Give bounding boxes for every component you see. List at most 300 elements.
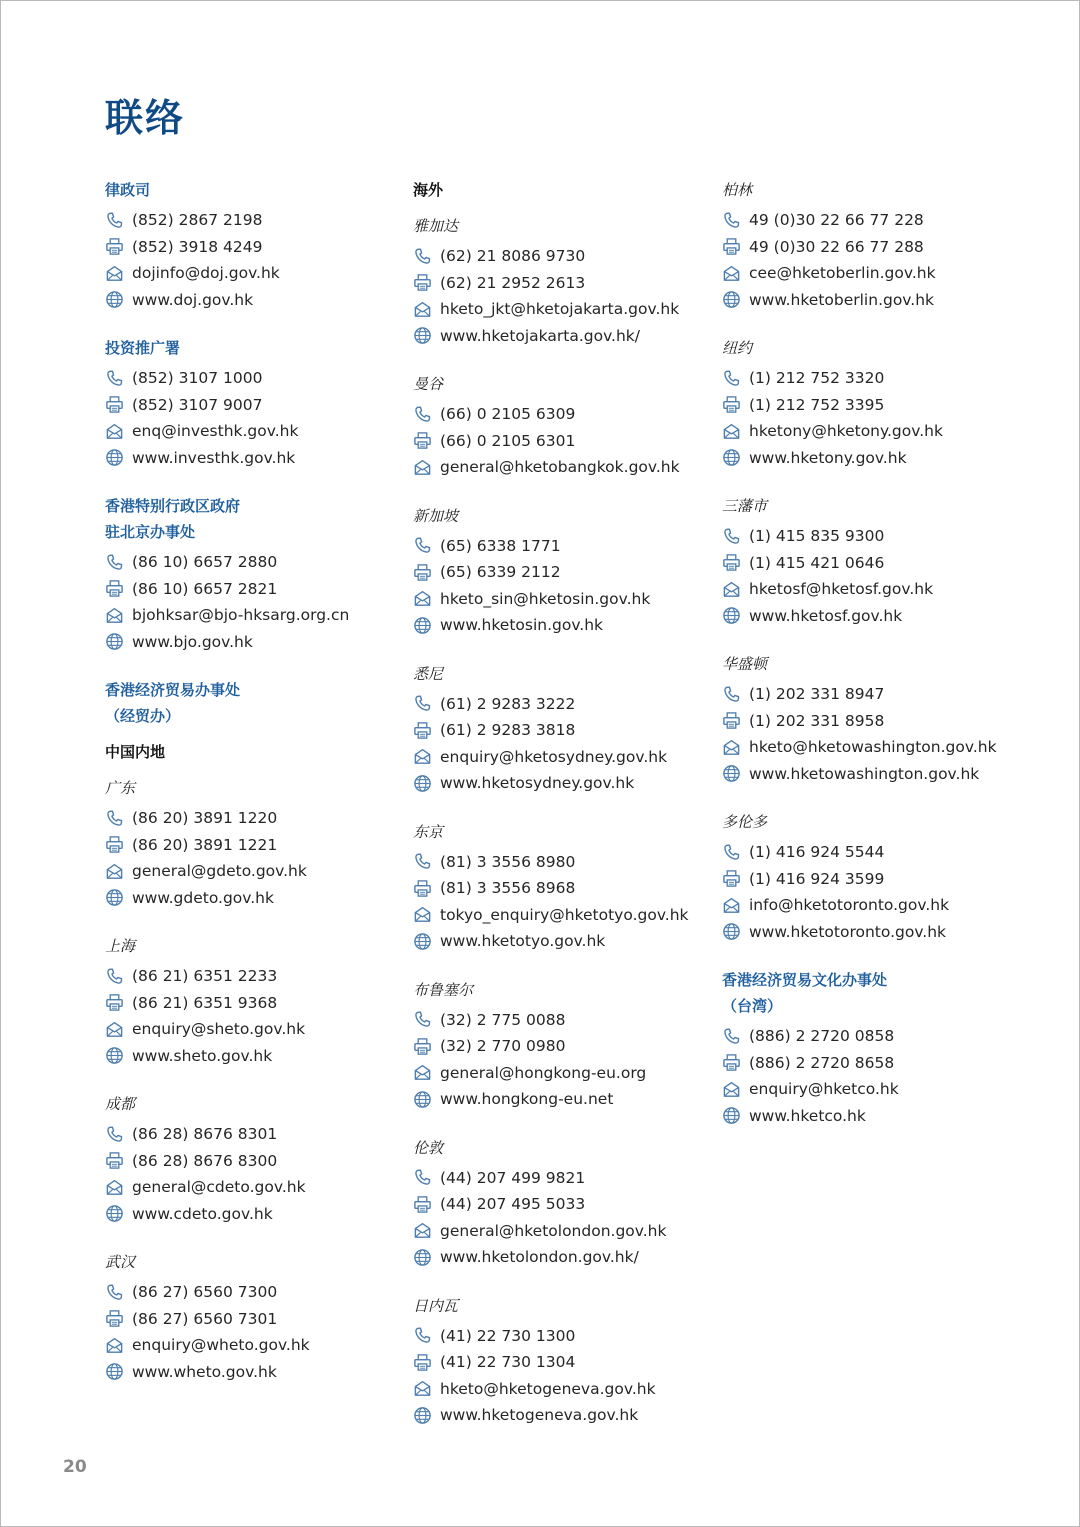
- email-address[interactable]: general@cdeto.gov.hk: [132, 1178, 306, 1197]
- phone-line: [413, 849, 708, 876]
- web-line: [105, 629, 395, 656]
- fax-number: (86 28) 8676 8300: [132, 1151, 278, 1170]
- email-line: [722, 734, 1022, 761]
- fax-line: [105, 576, 395, 603]
- email-address[interactable]: enquiry@sheto.gov.hk: [132, 1020, 306, 1039]
- org-name-line2: （台湾）: [722, 997, 783, 1015]
- city-name: 武汉: [105, 1253, 136, 1271]
- fax-number: (66) 0 2105 6301: [440, 431, 576, 450]
- city-name: 华盛顿: [722, 655, 768, 673]
- page-number: 20: [63, 1457, 87, 1477]
- phone-icon: [105, 369, 124, 388]
- fax-line: [413, 875, 708, 902]
- contact-bangkok: [413, 371, 708, 481]
- email-address[interactable]: enquiry@wheto.gov.hk: [132, 1336, 310, 1355]
- phone-line: [722, 207, 1022, 234]
- globe-icon: [413, 1090, 432, 1109]
- fax-icon: [413, 1195, 432, 1214]
- phone-line: [105, 549, 395, 576]
- globe-icon: [105, 632, 124, 651]
- email-icon: [413, 1063, 432, 1082]
- phone-line: [413, 691, 708, 718]
- contact-chengdu: [105, 1091, 395, 1227]
- globe-icon: [722, 290, 741, 309]
- email-line: [413, 1376, 708, 1403]
- email-line: [722, 260, 1022, 287]
- web-line: [105, 287, 395, 314]
- phone-icon: [413, 852, 432, 871]
- fax-number: (1) 415 421 0646: [749, 553, 885, 572]
- web-line: [413, 323, 708, 350]
- globe-icon: [722, 764, 741, 783]
- contact-sanfrancisco: [722, 493, 1022, 629]
- web-line: [722, 603, 1022, 630]
- phone-line: [105, 805, 395, 832]
- overseas-header: [413, 177, 708, 203]
- globe-icon: [413, 1406, 432, 1425]
- fax-icon: [722, 869, 741, 888]
- mainland-header: [105, 739, 395, 765]
- phone-icon: [722, 685, 741, 704]
- phone-line: [722, 681, 1022, 708]
- email-icon: [722, 738, 741, 757]
- email-icon: [105, 606, 124, 625]
- email-icon: [105, 862, 124, 881]
- city-name: 日内瓦: [413, 1296, 459, 1315]
- email-address[interactable]: hketo@hketowashington.gov.hk: [749, 738, 997, 757]
- email-icon: [413, 458, 432, 477]
- contact-geneva: [413, 1293, 708, 1429]
- email-address[interactable]: general@gdeto.gov.hk: [132, 862, 307, 881]
- phone-icon: [722, 211, 741, 230]
- email-line: [413, 1060, 708, 1087]
- fax-icon: [413, 563, 432, 582]
- email-line: [722, 1076, 1022, 1103]
- web-line: [413, 1402, 708, 1429]
- fax-icon: [105, 993, 124, 1012]
- fax-icon: [722, 237, 741, 256]
- web-line: [105, 1359, 395, 1386]
- fax-number: (44) 207 495 5033: [440, 1195, 586, 1214]
- city-name: 上海: [105, 937, 136, 955]
- fax-number: 49 (0)30 22 66 77 288: [749, 237, 924, 256]
- fax-icon: [105, 579, 124, 598]
- globe-icon: [413, 932, 432, 951]
- fax-line: [105, 1306, 395, 1333]
- email-address[interactable]: enquiry@hketosydney.gov.hk: [440, 747, 668, 766]
- org-name: 律政司: [105, 181, 151, 199]
- email-icon: [413, 300, 432, 319]
- contact-wuhan: [105, 1249, 395, 1385]
- website-link[interactable]: www.hketony.gov.hk: [749, 448, 907, 467]
- phone-number: (86 21) 6351 2233: [132, 967, 278, 986]
- fax-line: [722, 392, 1022, 419]
- email-icon: [722, 580, 741, 599]
- email-line: [722, 892, 1022, 919]
- website-link[interactable]: www.hketco.hk: [749, 1106, 866, 1125]
- fax-icon: [105, 395, 124, 414]
- web-line: [105, 885, 395, 912]
- fax-line: [413, 1191, 708, 1218]
- email-line: [722, 576, 1022, 603]
- fax-number: (1) 416 924 3599: [749, 869, 885, 888]
- fax-icon: [722, 711, 741, 730]
- phone-number: (1) 212 752 3320: [749, 369, 885, 388]
- contact-bjo: [105, 493, 395, 655]
- email-address[interactable]: hketo_sin@hketosin.gov.hk: [440, 589, 651, 608]
- email-icon: [722, 264, 741, 283]
- fax-line: [722, 866, 1022, 893]
- fax-line: [413, 559, 708, 586]
- fax-number: (86 20) 3891 1221: [132, 835, 278, 854]
- website-link[interactable]: www.gdeto.gov.hk: [132, 888, 274, 907]
- web-line: [413, 1086, 708, 1113]
- email-line: [413, 1218, 708, 1245]
- email-icon: [413, 905, 432, 924]
- column-1: [105, 177, 395, 1407]
- email-line: [105, 418, 395, 445]
- org-name-line2: 驻北京办事处: [105, 523, 196, 541]
- overseas-heading: 海外: [413, 181, 444, 199]
- city-name: 曼谷: [413, 375, 444, 393]
- fax-number: (1) 212 752 3395: [749, 395, 885, 414]
- phone-number: 49 (0)30 22 66 77 228: [749, 211, 924, 230]
- email-icon: [105, 1336, 124, 1355]
- fax-icon: [413, 879, 432, 898]
- contact-singapore: [413, 503, 708, 639]
- fax-icon: [722, 1053, 741, 1072]
- phone-line: [413, 401, 708, 428]
- email-address[interactable]: general@hongkong-eu.org: [440, 1063, 647, 1082]
- email-address[interactable]: info@hketotoronto.gov.hk: [749, 896, 950, 915]
- phone-number: (44) 207 499 9821: [440, 1168, 586, 1187]
- fax-line: [105, 392, 395, 419]
- email-line: [105, 602, 395, 629]
- org-name: 投资推广署: [105, 339, 181, 357]
- fax-number: (1) 202 331 8958: [749, 711, 885, 730]
- phone-number: (852) 2867 2198: [132, 211, 263, 230]
- website-link[interactable]: www.hketojakarta.gov.hk/: [440, 326, 641, 345]
- fax-icon: [105, 1151, 124, 1170]
- globe-icon: [413, 774, 432, 793]
- globe-icon: [105, 448, 124, 467]
- website-link[interactable]: www.doj.gov.hk: [132, 290, 254, 309]
- phone-icon: [413, 694, 432, 713]
- city-name: 成都: [105, 1095, 136, 1113]
- phone-line: [105, 207, 395, 234]
- phone-line: [413, 1165, 708, 1192]
- email-line: [105, 1174, 395, 1201]
- contact-taiwan: [722, 967, 1022, 1129]
- city-name: 布鲁塞尔: [413, 980, 474, 999]
- email-icon: [722, 422, 741, 441]
- phone-number: (86 10) 6657 2880: [132, 553, 278, 572]
- website-link[interactable]: www.hketosf.gov.hk: [749, 606, 903, 625]
- email-address[interactable]: hketony@hketony.gov.hk: [749, 422, 943, 441]
- website-link[interactable]: www.cdeto.gov.hk: [132, 1204, 273, 1223]
- fax-icon: [413, 431, 432, 450]
- phone-number: (62) 21 8086 9730: [440, 247, 586, 266]
- phone-number: (886) 2 2720 0858: [749, 1027, 895, 1046]
- phone-line: [413, 1323, 708, 1350]
- email-address[interactable]: enq@investhk.gov.hk: [132, 422, 299, 441]
- globe-icon: [722, 1106, 741, 1125]
- fax-icon: [722, 553, 741, 572]
- phone-line: [722, 523, 1022, 550]
- contact-toronto: [722, 809, 1022, 945]
- globe-icon: [105, 290, 124, 309]
- email-icon: [413, 589, 432, 608]
- email-line: [105, 1016, 395, 1043]
- fax-number: (61) 2 9283 3818: [440, 721, 576, 740]
- globe-icon: [722, 922, 741, 941]
- city-name: 三藩市: [722, 497, 768, 515]
- phone-icon: [722, 1027, 741, 1046]
- website-link[interactable]: www.bjo.gov.hk: [132, 632, 253, 651]
- website-link[interactable]: www.hketogeneva.gov.hk: [440, 1406, 639, 1425]
- fax-icon: [105, 835, 124, 854]
- fax-number: (81) 3 3556 8968: [440, 879, 576, 898]
- email-icon: [413, 1221, 432, 1240]
- column-3: [722, 177, 1022, 1151]
- phone-line: [413, 243, 708, 270]
- fax-number: (86 10) 6657 2821: [132, 579, 278, 598]
- phone-number: (852) 3107 1000: [132, 369, 263, 388]
- globe-icon: [722, 606, 741, 625]
- web-line: [105, 445, 395, 472]
- web-line: [722, 445, 1022, 472]
- fax-icon: [722, 395, 741, 414]
- fax-icon: [105, 1309, 124, 1328]
- web-line: [722, 287, 1022, 314]
- web-line: [105, 1043, 395, 1070]
- city-name: 柏林: [722, 181, 753, 199]
- column-2: [413, 177, 708, 1451]
- phone-number: (81) 3 3556 8980: [440, 852, 576, 871]
- email-icon: [413, 747, 432, 766]
- contact-doj: [105, 177, 395, 313]
- globe-icon: [105, 1204, 124, 1223]
- fax-line: [105, 990, 395, 1017]
- phone-icon: [722, 527, 741, 546]
- contact-tokyo: [413, 819, 708, 955]
- contact-shanghai: [105, 933, 395, 1069]
- phone-icon: [105, 1283, 124, 1302]
- fax-line: [722, 550, 1022, 577]
- eto-section-header: [105, 677, 395, 729]
- fax-line: [413, 1349, 708, 1376]
- website-link[interactable]: www.hketowashington.gov.hk: [749, 764, 980, 783]
- fax-number: (32) 2 770 0980: [440, 1037, 566, 1056]
- phone-icon: [105, 967, 124, 986]
- phone-icon: [413, 1326, 432, 1345]
- email-icon: [105, 422, 124, 441]
- email-address[interactable]: general@hketobangkok.gov.hk: [440, 458, 680, 477]
- contact-berlin: [722, 177, 1022, 313]
- fax-icon: [413, 273, 432, 292]
- phone-number: (32) 2 775 0088: [440, 1010, 566, 1029]
- fax-line: [722, 234, 1022, 261]
- org-name-line1: 香港特别行政区政府: [105, 497, 241, 515]
- fax-icon: [105, 237, 124, 256]
- email-icon: [105, 1178, 124, 1197]
- fax-line: [105, 832, 395, 859]
- web-line: [722, 761, 1022, 788]
- email-address[interactable]: hketo@hketogeneva.gov.hk: [440, 1379, 656, 1398]
- phone-icon: [105, 809, 124, 828]
- website-link[interactable]: www.hketotyo.gov.hk: [440, 932, 606, 951]
- phone-line: [105, 1279, 395, 1306]
- fax-line: [105, 1148, 395, 1175]
- website-link[interactable]: www.hketosydney.gov.hk: [440, 774, 635, 793]
- email-line: [413, 454, 708, 481]
- city-name: 雅加达: [413, 217, 459, 235]
- website-link[interactable]: www.wheto.gov.hk: [132, 1362, 277, 1381]
- website-link[interactable]: www.sheto.gov.hk: [132, 1046, 273, 1065]
- fax-number: (65) 6339 2112: [440, 563, 561, 582]
- email-address[interactable]: hketo_jkt@hketojakarta.gov.hk: [440, 300, 680, 319]
- fax-line: [722, 1050, 1022, 1077]
- website-link[interactable]: www.hketosin.gov.hk: [440, 616, 604, 635]
- contact-brussels: [413, 977, 708, 1113]
- email-icon: [722, 896, 741, 915]
- phone-icon: [722, 369, 741, 388]
- phone-number: (65) 6338 1771: [440, 536, 561, 555]
- phone-icon: [413, 405, 432, 424]
- phone-line: [722, 839, 1022, 866]
- email-line: [413, 902, 708, 929]
- phone-icon: [413, 247, 432, 266]
- email-line: [722, 418, 1022, 445]
- email-line: [413, 744, 708, 771]
- website-link[interactable]: www.hketotoronto.gov.hk: [749, 922, 947, 941]
- fax-number: (41) 22 730 1304: [440, 1353, 576, 1372]
- phone-line: [722, 365, 1022, 392]
- globe-icon: [413, 616, 432, 635]
- contact-washington: [722, 651, 1022, 787]
- contact-newyork: [722, 335, 1022, 471]
- phone-icon: [413, 1168, 432, 1187]
- phone-icon: [105, 211, 124, 230]
- fax-number: (86 21) 6351 9368: [132, 993, 278, 1012]
- globe-icon: [413, 326, 432, 345]
- email-icon: [722, 1080, 741, 1099]
- email-line: [413, 586, 708, 613]
- email-address[interactable]: enquiry@hketco.hk: [749, 1080, 899, 1099]
- phone-number: (86 20) 3891 1220: [132, 809, 278, 828]
- phone-line: [105, 1121, 395, 1148]
- phone-line: [105, 963, 395, 990]
- fax-icon: [413, 1037, 432, 1056]
- globe-icon: [722, 448, 741, 467]
- city-name: 新加坡: [413, 506, 459, 525]
- org-name-line1: 香港经济贸易文化办事处: [722, 971, 888, 989]
- contact-sydney: [413, 661, 708, 797]
- website-link[interactable]: www.hketoberlin.gov.hk: [749, 290, 935, 309]
- globe-icon: [413, 1248, 432, 1267]
- web-line: [722, 1103, 1022, 1130]
- phone-number: (61) 2 9283 3222: [440, 694, 576, 713]
- email-line: [413, 296, 708, 323]
- email-address[interactable]: general@hketolondon.gov.hk: [440, 1221, 667, 1240]
- phone-line: [105, 365, 395, 392]
- email-address[interactable]: tokyo_enquiry@hketotyo.gov.hk: [440, 905, 689, 924]
- fax-line: [413, 717, 708, 744]
- phone-number: (86 28) 8676 8301: [132, 1125, 278, 1144]
- eto-heading-line1: 香港经济贸易办事处: [105, 681, 241, 699]
- city-name: 纽约: [722, 339, 753, 357]
- email-line: [105, 260, 395, 287]
- contact-investhk: [105, 335, 395, 471]
- email-address[interactable]: bjohksar@bjo-hksarg.org.cn: [132, 606, 350, 625]
- web-line: [413, 770, 708, 797]
- phone-line: [413, 1007, 708, 1034]
- globe-icon: [105, 1362, 124, 1381]
- web-line: [105, 1201, 395, 1228]
- fax-number: (852) 3918 4249: [132, 237, 263, 256]
- phone-number: (1) 416 924 5544: [749, 843, 885, 862]
- phone-line: [413, 533, 708, 560]
- web-line: [413, 612, 708, 639]
- email-address[interactable]: cee@hketoberlin.gov.hk: [749, 264, 936, 283]
- contact-guangdong: [105, 775, 395, 911]
- phone-icon: [722, 843, 741, 862]
- phone-icon: [413, 536, 432, 555]
- phone-number: (41) 22 730 1300: [440, 1326, 576, 1345]
- web-line: [413, 928, 708, 955]
- phone-icon: [105, 1125, 124, 1144]
- website-link[interactable]: www.hongkong-eu.net: [440, 1090, 614, 1109]
- phone-icon: [413, 1010, 432, 1029]
- fax-number: (852) 3107 9007: [132, 395, 263, 414]
- city-name: 多伦多: [722, 813, 768, 831]
- city-name: 广东: [105, 779, 136, 797]
- phone-number: (1) 415 835 9300: [749, 527, 885, 546]
- fax-icon: [413, 1353, 432, 1372]
- email-line: [105, 1332, 395, 1359]
- contact-jakarta: [413, 213, 708, 349]
- mainland-heading: 中国内地: [105, 743, 166, 761]
- fax-line: [413, 428, 708, 455]
- website-link[interactable]: www.hketolondon.gov.hk/: [440, 1248, 639, 1267]
- globe-icon: [105, 888, 124, 907]
- phone-number: (86 27) 6560 7300: [132, 1283, 278, 1302]
- email-icon: [105, 264, 124, 283]
- fax-line: [105, 234, 395, 261]
- email-address[interactable]: hketosf@hketosf.gov.hk: [749, 580, 934, 599]
- phone-number: (1) 202 331 8947: [749, 685, 885, 704]
- email-icon: [105, 1020, 124, 1039]
- page-title: 联络: [105, 96, 186, 140]
- email-line: [105, 858, 395, 885]
- web-line: [413, 1244, 708, 1271]
- city-name: 伦敦: [413, 1138, 444, 1157]
- eto-heading-line2: （经贸办）: [105, 707, 181, 725]
- web-line: [722, 919, 1022, 946]
- city-name: 东京: [413, 822, 444, 841]
- fax-icon: [413, 721, 432, 740]
- email-address[interactable]: dojinfo@doj.gov.hk: [132, 264, 280, 283]
- fax-number: (886) 2 2720 8658: [749, 1053, 895, 1072]
- phone-icon: [105, 553, 124, 572]
- city-name: 悉尼: [413, 664, 444, 683]
- fax-line: [413, 270, 708, 297]
- website-link[interactable]: www.investhk.gov.hk: [132, 448, 296, 467]
- fax-line: [413, 1033, 708, 1060]
- phone-number: (66) 0 2105 6309: [440, 405, 576, 424]
- phone-line: [722, 1023, 1022, 1050]
- fax-number: (86 27) 6560 7301: [132, 1309, 278, 1328]
